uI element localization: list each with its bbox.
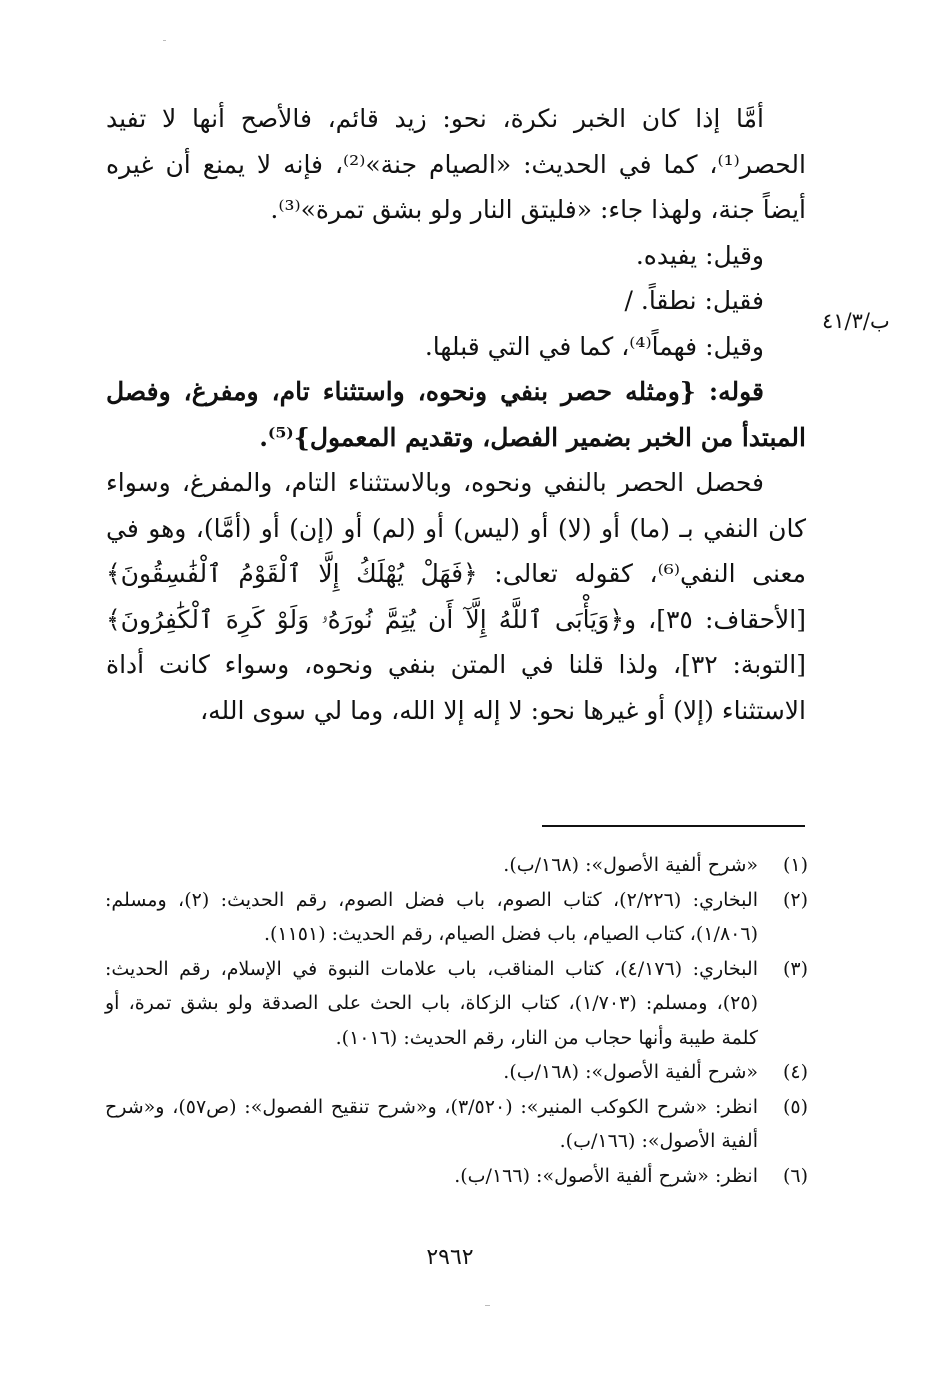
paragraph-5-quoted-matn: قوله: {ومثله حصر بنفي ونحوه، واستثناء تام، ومفرغ، وفصل المبتدأ من الخبر بضمير الفصل، وتقديم المعمول}⁽⁵⁾. — [106, 377, 806, 452]
footnotes-section — [105, 848, 808, 1193]
footnote-item — [105, 952, 808, 1056]
footnote-text: انظر: «شرح الكوكب المنير»: (٣/٥٢٠)، و«شرح تنقيح الفصول»: (ص٥٧)، و«شرح ألفية الأصول»: (١٦٦/ب). — [105, 1095, 758, 1152]
footnote-number: (٥) — [782, 1095, 808, 1118]
page-number: ٢٩٦٢ — [426, 1245, 474, 1270]
footnote-text: انظر: «شرح ألفية الأصول»: (١٦٦/ب). — [454, 1164, 758, 1187]
footnote-text: «شرح ألفية الأصول»: (١٦٨/ب). — [503, 1061, 758, 1083]
footnote-text: البخاري: (٤/١٧٦)، كتاب المناقب، باب علامات النبوة في الإسلام، رقم الحديث: (٢٥)، ومسلم: (١/٧٠٣)، كتاب الزكاة، باب الحث على الصدقة ولو بشق تمرة، أو كلمة طيبة وأنها حجاب من النار، رقم الحديث: (١٠١٦). — [105, 957, 758, 1049]
footnote-number: (٢) — [782, 888, 808, 911]
footnote-item — [105, 1090, 808, 1159]
paragraph-4: وقيل: فهماً⁽⁴⁾، كما في التي قبلها. — [424, 331, 764, 361]
footnote-number: (١) — [782, 854, 808, 876]
footnote-number: (٦) — [782, 1164, 808, 1187]
footnote-item — [105, 1159, 808, 1194]
footnote-item — [105, 848, 808, 883]
paragraph-2: وقيل: يفيده. — [635, 240, 764, 270]
footnote-number: (٤) — [782, 1061, 808, 1083]
footnote-number: (٣) — [782, 957, 808, 980]
manuscript-folio-marker: ب/٤١/٣ — [822, 309, 890, 333]
footnote-item — [105, 883, 808, 952]
footnote-divider — [542, 825, 805, 827]
footnote-text: «شرح ألفية الأصول»: (١٦٨/ب). — [503, 854, 758, 876]
main-text-block — [106, 96, 806, 733]
paragraph-6: فحصل الحصر بالنفي ونحوه، وبالاستثناء التام، والمفرغ، وسواء كان النفي بـ (ما) أو (لا) أو (ليس) أو (لم) أو (إن) أو (أمَّا)، وهو في معنى النفي⁽⁶⁾، كقوله تعالى: ﴿فَهَلْ يُهْلَكُ إِلَّا ٱلْقَوْمُ ٱلْفَٰسِقُونَ﴾ [الأحقاف: ٣٥]، و﴿وَيَأْبَى ٱللَّهُ إِلَّآ أَن يُتِمَّ نُورَهُۥ وَلَوْ كَرِهَ ٱلْكَٰفِرُونَ﴾ [التوبة: ٣٢]، ولذا قلنا في المتن بنفي ونحوه، وسواء كانت أداة الاستثناء (إلا) أو غيرها نحو: لا إله إلا الله، وما لي سوى الله، — [106, 468, 807, 725]
footnote-text: البخاري: (٢/٢٢٦)، كتاب الصوم، باب فضل الصوم، رقم الحديث: (٢)، ومسلم: (١/٨٠٦)، كتاب الصيام، باب فضل الصيام، رقم الحديث: (١١٥١). — [105, 888, 758, 945]
paragraph-1: أمَّا إذا كان الخبر نكرة، نحو: زيد قائم، فالأصح أنها لا تفيد الحصر⁽¹⁾، كما في الحديث: «الصيام جنة»⁽²⁾، فإنه لا يمنع أن غيره أيضاً جنة، ولهذا جاء: «فليتق النار ولو بشق تمرة»⁽³⁾. — [106, 104, 806, 224]
scan-speck — [163, 40, 166, 41]
paragraph-3: فقيل: نطقاً. / — [624, 286, 764, 315]
scan-speck — [485, 1305, 490, 1306]
footnote-item — [105, 1055, 808, 1090]
